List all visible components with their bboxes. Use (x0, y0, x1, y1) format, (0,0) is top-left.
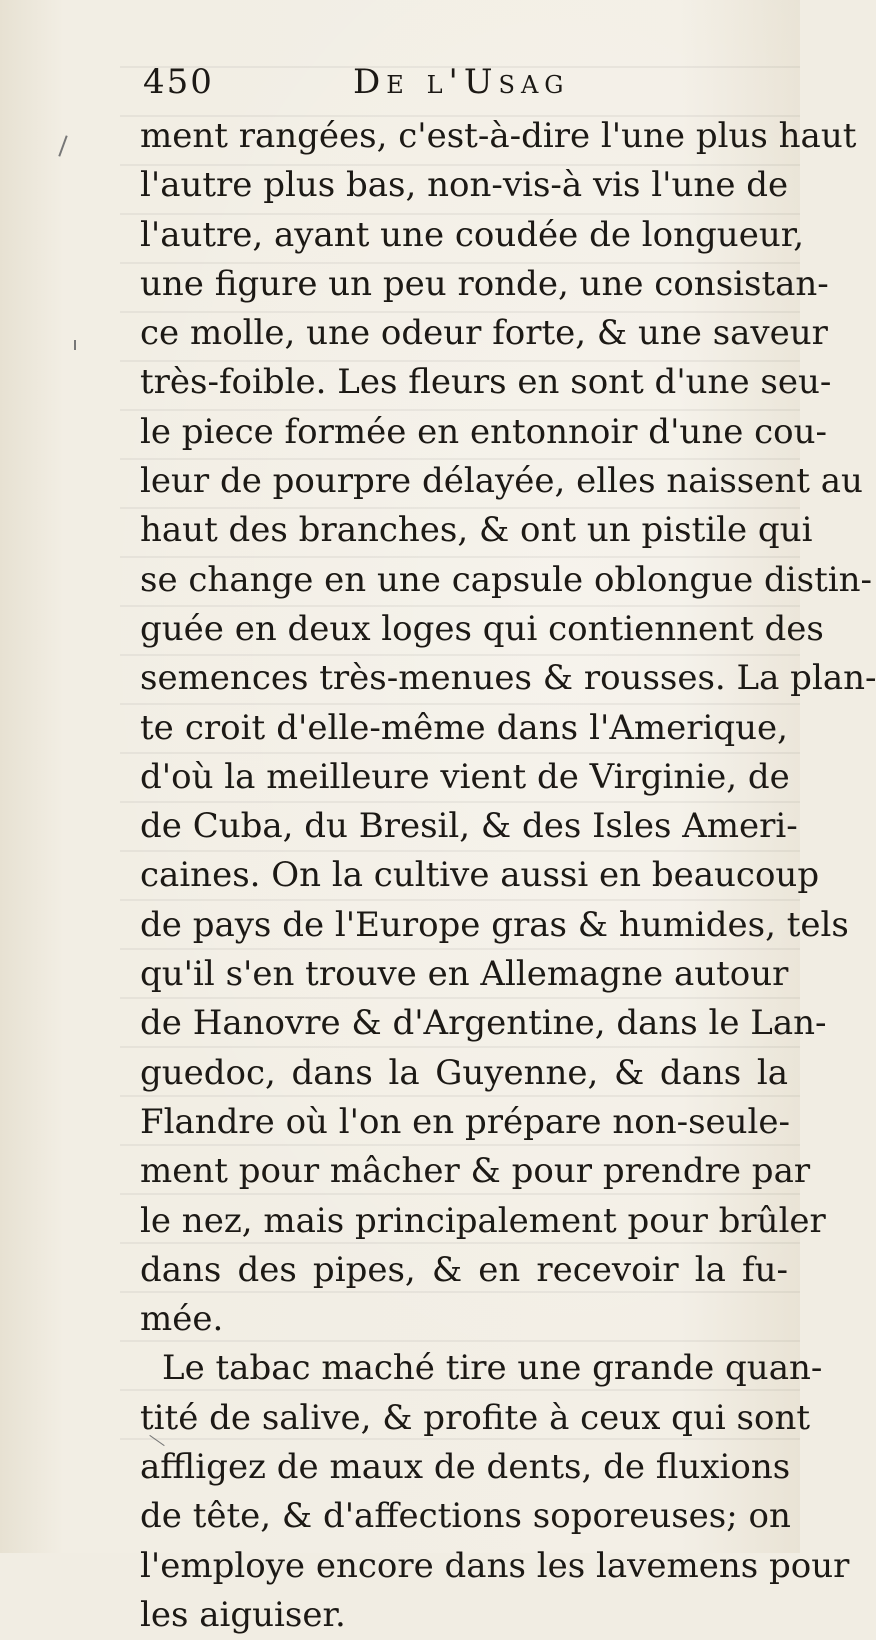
text-line: guée en deux loges qui contiennent des (140, 608, 824, 649)
page-number: 450 (143, 62, 214, 102)
text-line: très-foible. Les fleurs en sont d'une seu- (140, 362, 832, 403)
text-line: de pays de l'Europe gras & humides, tels (140, 904, 849, 945)
text-line: tité de salive, & profite à ceux qui sont (140, 1397, 811, 1438)
text-line: de tête, & d'affections soporeuses; on (140, 1496, 791, 1537)
text-line: dans des pipes, & en recevoir la fu- (140, 1249, 788, 1290)
text-line: de Hanovre & d'Argentine, dans le Lan- (140, 1003, 827, 1044)
text-line: affligez de maux de dents, de fluxions (140, 1447, 791, 1488)
text-line: guedoc, dans la Guyenne, & dans la (140, 1052, 788, 1093)
text-line: ment pour mâcher & pour prendre par (140, 1151, 811, 1192)
text-line: les aiguiser. (140, 1594, 346, 1635)
text-line: caines. On la cultive aussi en beaucoup (140, 855, 820, 896)
text-line: une figure un peu ronde, une consistan- (140, 263, 829, 304)
text-line: ment rangées, c'est-à-dire l'une plus haut (140, 116, 857, 156)
text-line: qu'il s'en trouve en Allemagne autour (140, 954, 789, 995)
text-line: le piece formée en entonnoir d'une cou- (140, 411, 828, 452)
text-line: l'autre, ayant une coudée de longueur, (140, 214, 805, 255)
body-text (140, 112, 876, 1640)
page-header (143, 62, 783, 112)
margin-mark (58, 135, 67, 156)
text-line: le nez, mais principalement pour brûler (140, 1200, 826, 1241)
running-title: De l'Usag (353, 62, 570, 102)
text-line: haut des branches, & ont un pistile qui (140, 510, 813, 551)
text-line: ce molle, une odeur forte, & une saveur (140, 313, 828, 354)
text-line: leur de pourpre délayée, elles naissent au (140, 461, 863, 502)
text-line: Le tabac maché tire une grande quan- (162, 1348, 823, 1389)
text-line: de Cuba, du Bresil, & des Isles Ameri- (140, 806, 798, 847)
text-line: l'employe encore dans les lavemens pour (140, 1545, 850, 1586)
margin-mark (74, 340, 76, 350)
text-line: d'où la meilleure vient de Virginie, de (140, 756, 790, 797)
text-line: l'autre plus bas, non-vis-à vis l'une de (140, 165, 789, 206)
text-line: semences très-menues & rousses. La plan- (140, 658, 876, 699)
text-line: se change en une capsule oblongue distin- (140, 559, 873, 600)
text-line: te croit d'elle-même dans l'Amerique, (140, 707, 788, 748)
text-line: mée. (140, 1299, 224, 1340)
text-line: Flandre où l'on en prépare non-seule- (140, 1101, 791, 1142)
